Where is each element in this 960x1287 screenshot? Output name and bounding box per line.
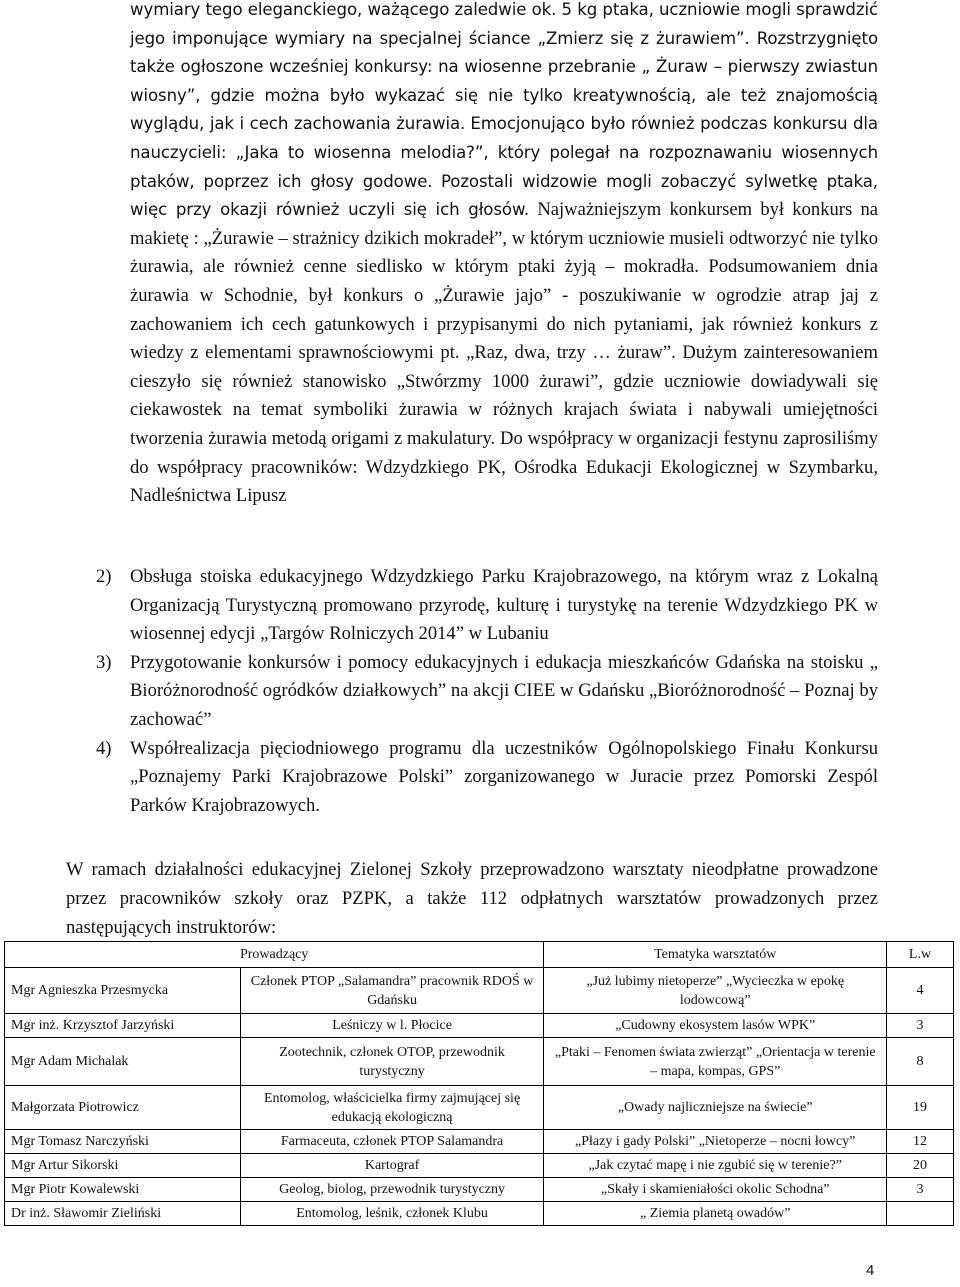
table-row [5, 1130, 954, 1154]
instructor-name: Mgr Agnieszka Przesmycka [5, 968, 241, 1014]
workshop-topic: „Cudowny ekosystem lasów WPK” [544, 1014, 887, 1038]
workshop-count: 3 [887, 1014, 954, 1038]
table-row [5, 1086, 954, 1130]
page-number: 4 [866, 1262, 875, 1279]
text-run: Najważniejszym konkursem był konkurs na makietę : „Żurawie – strażnicy dzikich mokradeł”, w którym uczniowie musieli odtworzyć nie tylko żurawia, ale również cenne siedlisko w którym ptaki żyją – mokradła. [130, 199, 878, 278]
list-item [96, 735, 878, 821]
table-row [5, 1038, 954, 1086]
workshop-topic: „Skały i skamieniałości okolic Schodna” [544, 1178, 887, 1202]
workshop-count: 3 [887, 1178, 954, 1202]
text-run: wymiary tego eleganckiego, ważącego zaledwie ok. 5 kg ptaka, uczniowie mogli sprawdzić jego imponujące wymiary na specjalnej ściance „Zmierz się z żurawiem”. Rozstrzygnięto także ogłoszone wcześniej konkursy: na wiosenne przebranie „ Żuraw – pierwszy zwiastun wiosny”, gdzie można było wykazać się nie tylko kreatywnością, ale też znajomością wyglądu, jak i cech zachowania żurawia. [130, 0, 878, 134]
table-row [5, 1202, 954, 1226]
instructor-name: Mgr inż. Krzysztof Jarzyński [5, 1014, 241, 1038]
text-run: Dużym zainteresowaniem cieszyło się również stanowisko „Stwórzmy 1000 żurawi”, gdzie uczniowie dowiadywali się ciekawostek na temat symboliki żurawia w różnych krajach świata i nabywali umiejętności tworzenia żurawia metodą origami z makulatury. [130, 342, 878, 449]
workshop-topic: „Owady najliczniejsze na świecie” [544, 1086, 887, 1130]
list-number: 3) [96, 651, 112, 673]
list-number: 4) [96, 737, 112, 759]
workshop-count: 8 [887, 1038, 954, 1086]
workshop-count: 20 [887, 1154, 954, 1178]
instructor-name: Małgorzata Piotrowicz [5, 1086, 241, 1130]
workshop-topic: „Ptaki – Fenomen świata zwierząt” „Orientacja w terenie – mapa, kompas, GPS” [544, 1038, 887, 1086]
instructor-role: Entomolog, właścicielka firmy zajmującej się edukacją ekologiczną [240, 1086, 544, 1130]
instructor-role: Entomolog, leśnik, członek Klubu [240, 1202, 544, 1226]
workshops-intro: W ramach działalności edukacyjnej Zielonej Szkoły przeprowadzono warsztaty nieodpłatne prowadzone przez pracowników szkoły oraz PZPK, a także 112 odpłatnych warsztatów prowadzonych przez następujących instruktorów: [66, 858, 878, 938]
numbered-list [96, 563, 878, 820]
header-instructor: Prowadzący [5, 942, 544, 968]
text-run: Podsumowaniem dnia żurawia w Schodnie, był konkurs o „Żurawie jajo” - poszukiwanie w ogrodzie atrap jaj z zachowaniem ich cech gatunkowych i przypisanymi do nich pytaniami, jak również konkurs z wiedzy z elementami sprawnościowymi pt. „Raz, dwa, trzy … żuraw”. [130, 256, 878, 364]
text-run: Pozostali widzowie mogli zobaczyć sylwetkę ptaka, więc przy okazji również uczyli się ich głosów. [130, 171, 878, 220]
table-row [5, 1014, 954, 1038]
instructor-role: Członek PTOP „Salamandra” pracownik RDOŚ w Gdańsku [240, 968, 544, 1014]
list-item [96, 563, 878, 649]
instructor-name: Mgr Tomasz Narczyński [5, 1130, 241, 1154]
workshop-count: 19 [887, 1086, 954, 1130]
list-item-text: Przygotowanie konkursów i pomocy edukacyjnych i edukacja mieszkańców Gdańska na stoisku „ Bioróżnorodność ogródków działkowych” na akcji CIEE w Gdańsku „Bioróżnorodność – Poznaj by zachować” [130, 651, 878, 730]
workshop-topic: „Już lubimy nietoperze” „Wycieczka w epokę lodowcową” [544, 968, 887, 1014]
list-item [96, 649, 878, 735]
workshop-count: 4 [887, 968, 954, 1014]
list-item-text: Obsługa stoiska edukacyjnego Wdzydzkiego Parku Krajobrazowego, na którym wraz z Lokalną Organizacją Turystyczną promowano przyrodę, kulturę i turystykę na terenie Wdzydzkiego PK w wiosennej edycji „Targów Rolniczych 2014” w Lubaniu [130, 566, 878, 645]
header-topics: Tematyka warsztatów [544, 942, 887, 968]
instructor-name: Mgr Piotr Kowalewski [5, 1178, 241, 1202]
list-number: 2) [96, 566, 112, 587]
text-run: Emocjonująco było również podczas konkursu dla nauczycieli: „Jaka to wiosenna melodia?”, który polegał na rozpoznawaniu wiosennych ptaków, poprzez ich głosy godowe. [130, 114, 878, 191]
text-run: Do współpracy w organizacji festynu zaprosiliśmy do współpracy pracowników: Wdzydzkiego PK, Ośrodka Edukacji Ekologicznej w Szymbarku, Nadleśnictwa Lipusz [130, 427, 878, 507]
instructor-role: Kartograf [240, 1154, 544, 1178]
workshop-topic: „Jak czytać mapę i nie zgubić się w terenie?” [544, 1154, 887, 1178]
workshop-topic: „Płazy i gady Polski” „Nietoperze – nocni łowcy” [544, 1130, 887, 1154]
instructor-role: Leśniczy w l. Płocice [240, 1014, 544, 1038]
instructor-role: Zootechnik, członek OTOP, przewodnik turystyczny [240, 1038, 544, 1086]
workshop-count: 12 [887, 1130, 954, 1154]
instructors-table [4, 941, 954, 1226]
instructor-name: Dr inż. Sławomir Zieliński [5, 1202, 241, 1226]
workshop-topic: „ Ziemia planetą owadów” [544, 1202, 887, 1226]
instructor-role: Geolog, biolog, przewodnik turystyczny [240, 1178, 544, 1202]
header-count: L.w [887, 942, 954, 968]
table-row [5, 1178, 954, 1202]
paragraph-festival [130, 0, 878, 511]
table-header-row [5, 942, 954, 968]
instructor-role: Farmaceuta, członek PTOP Salamandra [240, 1130, 544, 1154]
instructor-name: Mgr Artur Sikorski [5, 1154, 241, 1178]
workshop-count [887, 1202, 954, 1226]
table-row [5, 1154, 954, 1178]
table-row [5, 968, 954, 1014]
instructor-name: Mgr Adam Michalak [5, 1038, 241, 1086]
list-item-text: Współrealizacja pięciodniowego programu dla uczestników Ogólnopolskiego Finału Konkursu „Poznajemy Parki Krajobrazowe Polski” zorganizowanego w Juracie przez Pomorski Zespól Parków Krajobrazowych. [130, 737, 878, 816]
